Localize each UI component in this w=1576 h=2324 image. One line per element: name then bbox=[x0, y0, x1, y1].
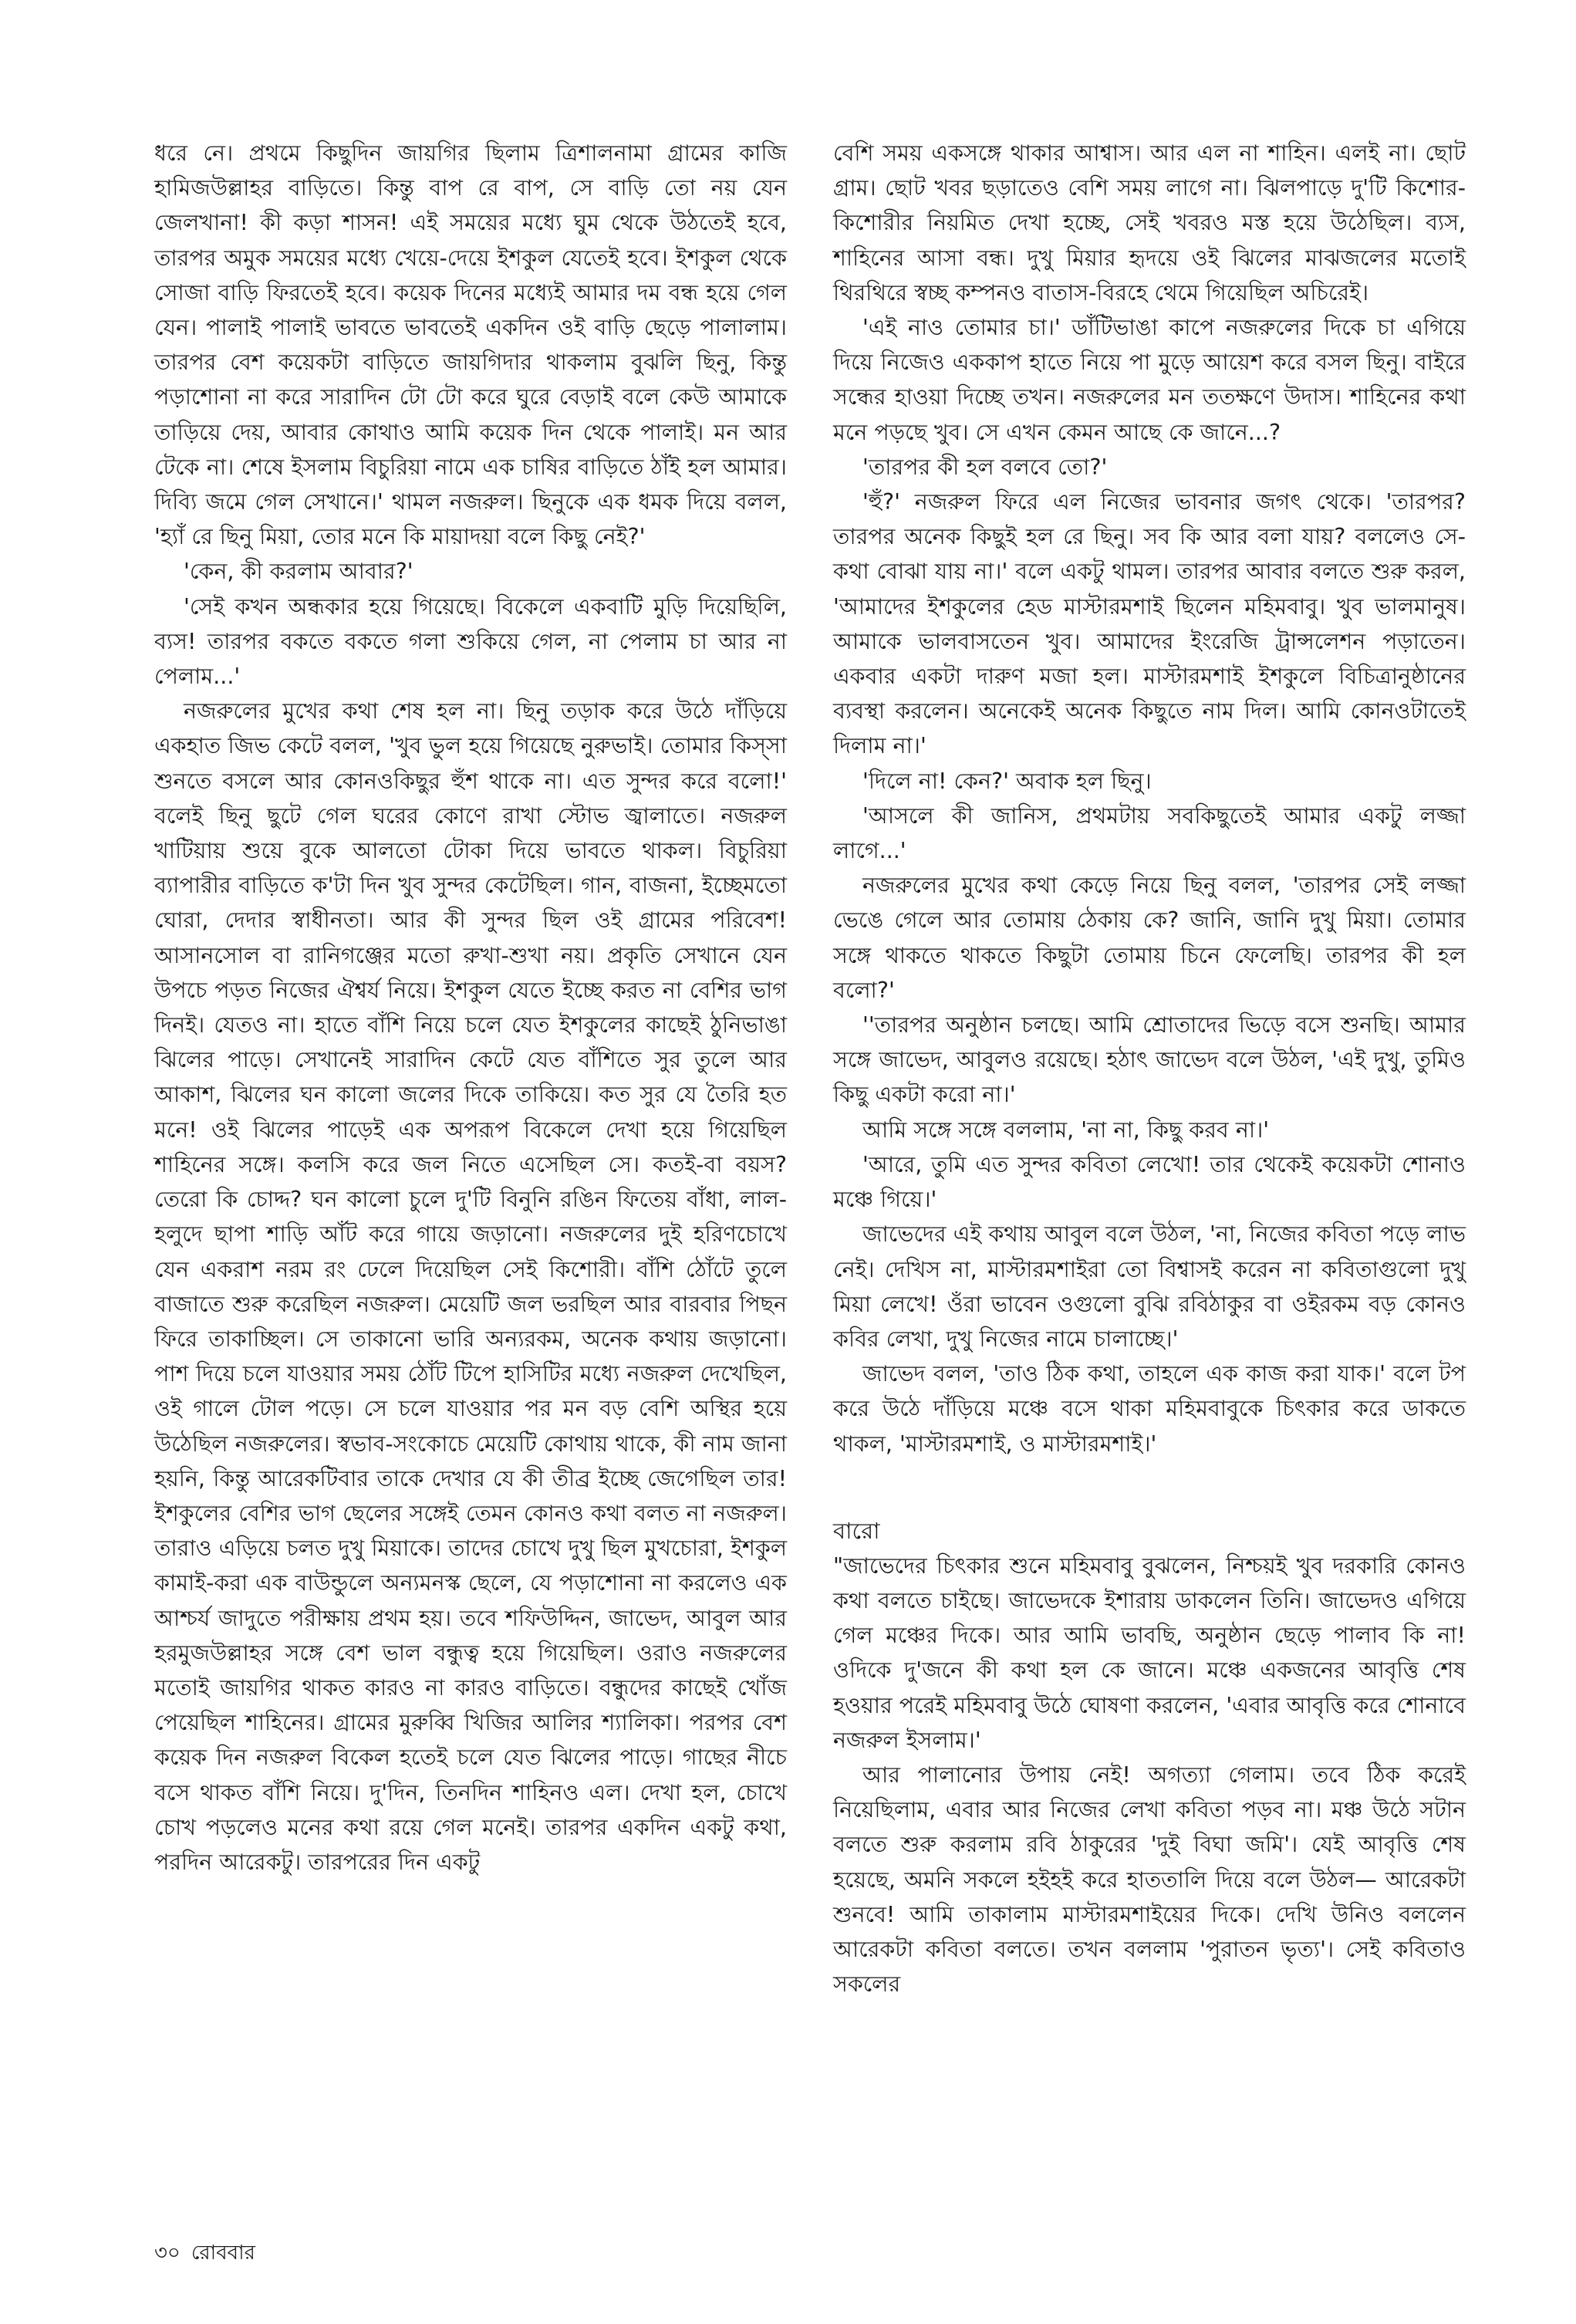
paragraph: ধরে নে। প্রথমে কিছুদিন জায়গির ছিলাম ত্রিশালনামা গ্রামের কাজি হামিজউল্লাহর বাড়িতে। কিন্তু বাপ রে বাপ, সে বাড়ি তো নয় যেন জেলখানা! কী কড়া শাসন! এই সময়ের মধ্যে ঘুম থেকে উঠতেই হবে, তারপর অমুক সময়ের মধ্যে খেয়ে-দেয়ে ইশকুল যেতেই হবে। ইশকুল থেকে সোজা বাড়ি ফিরতেই হবে। কয়েক দিনের মধ্যেই আমার দম বন্ধ হয়ে গেল যেন। পালাই পালাই ভাবতে ভাবতেই একদিন ওই বাড়ি ছেড়ে পালালাম। তারপর বেশ কয়েকটা বাড়িতে জায়গিদার থাকলাম বুঝলি ছিনু, কিন্তু পড়াশোনা না করে সারাদিন টো টো করে ঘুরে বেড়াই বলে কেউ আমাকে তাড়িয়ে দেয়, আবার কোথাও আমি কয়েক দিন থেকে পালাই। মন আর টেকে না। শেষে ইসলাম বিচুরিয়া নামে এক চাষির বাড়িতে ঠাঁই হল আমার। দিব্যি জমে গেল সেখানে।' থামল নজরুল। ছিনুকে এক ধমক দিয়ে বলল, 'হ্যাঁ রে ছিনু মিয়া, তোর মনে কি মায়াদয়া বলে কিছু নেই?' bbox=[154, 140, 787, 550]
text-column-right bbox=[833, 136, 1466, 2001]
paragraph: 'আরে, তুমি এত সুন্দর কবিতা লেখো! তার থেকেই কয়েকটা শোনাও মঞ্চে গিয়ে।' bbox=[833, 1151, 1466, 1213]
page-number: ৩০ bbox=[154, 2241, 181, 2265]
paragraph: বেশি সময় একসঙ্গে থাকার আশ্বাস। আর এল না শাহিন। এলই না। ছোট গ্রাম। ছোট খবর ছড়াতেও বেশি সময় লাগে না। ঝিলপাড়ে দু'টি কিশোর-কিশোরীর নিয়মিত দেখা হচ্ছে, সেই খবরও মস্ত হয়ে উঠেছিল। ব্যস, শাহিনের আসা বন্ধ। দুখু মিয়ার হৃদয়ে ওই ঝিলের মাঝজলের মতোই থিরথিরে স্বচ্ছ কম্পনও বাতাস-বিরহে থেমে গিয়েছিল অচিরেই। bbox=[833, 140, 1466, 306]
paragraph: আর পালানোর উপায় নেই! অগত্যা গেলাম। তবে ঠিক করেই নিয়েছিলাম, এবার আর নিজের লেখা কবিতা পড়ব না। মঞ্চ উঠে সটান বলতে শুরু করলাম রবি ঠাকুরের 'দুই বিঘা জমি'। যেই আবৃত্তি শেষ হয়েছে, অমনি সকলে হইহই করে হাততালি দিয়ে বলে উঠল— আরেকটা শুনবে! আমি তাকালাম মাস্টারমশাইয়ের দিকে। দেখি উনিও বললেন আরেকটা কবিতা বলতে। তখন বললাম 'পুরাতন ভৃত্য'। সেই কবিতাও সকলের bbox=[833, 1762, 1466, 1998]
paragraph: 'সেই কখন অন্ধকার হয়ে গিয়েছে। বিকেলে একবাটি মুড়ি দিয়েছিলি, ব্যস! তারপর বকতে বকতে গলা শুকিয়ে গেল, না পেলাম চা আর না পেলাম...' bbox=[154, 593, 787, 690]
paragraph: 'হুঁ?' নজরুল ফিরে এল নিজের ভাবনার জগৎ থেকে। 'তারপর? তারপর অনেক কিছুই হল রে ছিনু। সব কি আর বলা যায়? বললেও সে-কথা বোঝা যায় না।' বলে একটু থামল। তারপর আবার বলতে শুরু করল, 'আমাদের ইশকুলের হেড মাস্টারমশাই ছিলেন মহিমবাবু। খুব ভালমানুষ। আমাকে ভালবাসতেন খুব। আমাদের ইংরেজি ট্রান্সলেশন পড়াতেন। একবার একটা দারুণ মজা হল। মাস্টারমশাই ইশকুলে বিচিত্রানুষ্ঠানের ব্যবস্থা করলেন। অনেকেই অনেক কিছুতে নাম দিল। আমি কোনওটাতেই দিলাম না।' bbox=[833, 489, 1466, 759]
paragraph: 'দিলে না! কেন?' অবাক হল ছিনু। bbox=[862, 768, 1152, 794]
paragraph: "জাভেদের চিৎকার শুনে মহিমবাবু বুঝলেন, নিশ্চয়ই খুব দরকারি কোনও কথা বলতে চাইছে। জাভেদকে ইশারায় ডাকলেন তিনি। জাভেদও এগিয়ে গেল মঞ্চের দিকে। আর আমি ভাবছি, অনুষ্ঠান ছেড়ে পালাব কি না! ওদিকে দু'জনে কী কথা হল কে জানে। মঞ্চে একজনের আবৃত্তি শেষ হওয়ার পরেই মহিমবাবু উঠে ঘোষণা করলেন, 'এবার আবৃত্তি করে শোনাবে নজরুল ইসলাম।' bbox=[833, 1552, 1466, 1753]
publication-name: রোববার bbox=[191, 2241, 255, 2265]
paragraph: জাভেদের এই কথায় আবুল বলে উঠল, 'না, নিজের কবিতা পড়ে লাভ নেই। দেখিস না, মাস্টারমশাইরা তো বিশ্বাসই করেন না কবিতাগুলো দুখু মিয়া লেখে! ওঁরা ভাবেন ওগুলো বুঝি রবিঠাকুর বা ওইরকম বড় কোনও কবির লেখা, দুখু নিজের নামে চালাচ্ছে।' bbox=[833, 1221, 1466, 1352]
paragraph: 'কেন, কী করলাম আবার?' bbox=[184, 559, 413, 585]
text-column-left bbox=[154, 136, 787, 1880]
paragraph: ''তারপর অনুষ্ঠান চলছে। আমি শ্রোতাদের ভিড়ে বসে শুনছি। আমার সঙ্গে জাভেদ, আবুলও রয়েছে। হঠাৎ জাভেদ বলে উঠল, 'এই দুখু, তুমিও কিছু একটা করো না।' bbox=[833, 1012, 1466, 1108]
paragraph: 'এই নাও তোমার চা।' ডাঁটিভাঙা কাপে নজরুলের দিকে চা এগিয়ে দিয়ে নিজেও এককাপ হাতে নিয়ে পা মুড়ে আয়েশ করে বসল ছিনু। বাইরে সন্ধের হাওয়া দিচ্ছে তখন। নজরুলের মন ততক্ষণে উদাস। শাহিনের কথা মনে পড়ছে খুব। সে এখন কেমন আছে কে জানে...? bbox=[833, 315, 1466, 445]
section-heading: বারো bbox=[833, 1517, 880, 1544]
paragraph: 'তারপর কী হল বলবে তো?' bbox=[862, 454, 1108, 480]
paragraph: আমি সঙ্গে সঙ্গে বললাম, 'না না, কিছু করব না।' bbox=[862, 1116, 1270, 1143]
page-footer bbox=[154, 2238, 255, 2268]
paragraph: জাভেদ বলল, 'তাও ঠিক কথা, তাহলে এক কাজ করা যাক।' বলে টপ করে উঠে দাঁড়িয়ে মঞ্চে বসে থাকা মহিমবাবুকে চিৎকার করে ডাকতে থাকল, 'মাস্টারমশাই, ও মাস্টারমশাই।' bbox=[833, 1361, 1466, 1457]
paragraph: নজরুলের মুখের কথা কেড়ে নিয়ে ছিনু বলল, 'তারপর সেই লজ্জা ভেঙে গেলে আর তোমায় ঠেকায় কে? জানি, জানি দুখু মিয়া। তোমার সঙ্গে থাকতে থাকতে কিছুটা তোমায় চিনে ফেলেছি। তারপর কী হল বলো?' bbox=[833, 873, 1466, 1003]
paragraph: 'আসলে কী জানিস, প্রথমটায় সবকিছুতেই আমার একটু লজ্জা লাগে...' bbox=[833, 802, 1466, 864]
paragraph: নজরুলের মুখের কথা শেষ হল না। ছিনু তড়াক করে উঠে দাঁড়িয়ে একহাত জিভ কেটে বলল, 'খুব ভুল হয়ে গিয়েছে নুরুভাই। তোমার কিস্‌সা শুনতে বসলে আর কোনওকিছুর হুঁশ থাকে না। এত সুন্দর করে বলো!' বলেই ছিনু ছুটে গেল ঘরের কোণে রাখা স্টোভ জ্বালাতে। নজরুল খাটিয়ায় শুয়ে বুকে আলতো টোকা দিয়ে ভাবতে থাকল। বিচুরিয়া ব্যাপারীর বাড়িতে ক'টা দিন খুব সুন্দর কেটেছিল। গান, বাজনা, ইচ্ছেমতো ঘোরা, দেদার স্বাধীনতা। আর কী সুন্দর ছিল ওই গ্রামের পরিবেশ! আসানসোল বা রানিগঞ্জের মতো রুখা-শুখা নয়। প্রকৃতি সেখানে যেন উপচে পড়ত নিজের ঐশ্বর্য নিয়ে। ইশকুল যেতে ইচ্ছে করত না বেশির ভাগ দিনই। যেতও না। হাতে বাঁশি নিয়ে চলে যেত ইশকুলের কাছেই ঠুনিভাঙা ঝিলের পাড়ে। সেখানেই সারাদিন কেটে যেত বাঁশিতে সুর তুলে আর আকাশ, ঝিলের ঘন কালো জলের দিকে তাকিয়ে। কত সুর যে তৈরি হত মনে! ওই ঝিলের পাড়েই এক অপরূপ বিকেলে দেখা হয়ে গিয়েছিল শাহিনের সঙ্গে। কলসি করে জল নিতে এসেছিল সে। কতই-বা বয়স? তেরো কি চোদ্দ? ঘন কালো চুলে দু'টি বিনুনি রঙিন ফিতেয় বাঁধা, লাল-হলুদে ছাপা শাড়ি আঁট করে গায়ে জড়ানো। নজরুলের দুই হরিণচোখে যেন একরাশ নরম রং ঢেলে দিয়েছিল সেই কিশোরী। বাঁশি ঠোঁটে তুলে বাজাতে শুরু করেছিল নজরুল। মেয়েটি জল ভরছিল আর বারবার পিছন ফিরে তাকাচ্ছিল। সে তাকানো ভারি অন্যরকম, অনেক কথায় জড়ানো। পাশ দিয়ে চলে যাওয়ার সময় ঠোঁট টিপে হাসিটির মধ্যে নজরুল দেখেছিল, ওই গালে টোল পড়ে। সে চলে যাওয়ার পর মন বড় বেশি অস্থির হয়ে উঠেছিল নজরুলের। স্বভাব-সংকোচে মেয়েটি কোথায় থাকে, কী নাম জানা হয়নি, কিন্তু আরেকটিবার তাকে দেখার যে কী তীব্র ইচ্ছে জেগেছিল তার! ইশকুলের বেশির ভাগ ছেলের সঙ্গেই তেমন কোনও কথা বলত না নজরুল। তারাও এড়িয়ে চলত দুখু মিয়াকে। তাদের চোখে দুখু ছিল মুখচোরা, ইশকুল কামাই-করা এক বাউন্ডুলে অন্যমনস্ক ছেলে, যে পড়াশোনা না করলেও এক আশ্চর্য জাদুতে পরীক্ষায় প্রথম হয়। তবে শফিউদ্দিন, জাভেদ, আবুল আর হরমুজউল্লাহর সঙ্গে বেশ ভাল বন্ধুত্ব হয়ে গিয়েছিল। ওরাও নজরুলের মতোই জায়গির থাকত কারও না কারও বাড়িতে। বন্ধুদের কাছেই খোঁজ পেয়েছিল শাহিনের। গ্রামের মুরুব্বি খিজির আলির শ্যালিকা। পরপর বেশ কয়েক দিন নজরুল বিকেল হতেই চলে যেত ঝিলের পাড়ে। গাছের নীচে বসে থাকত বাঁশি নিয়ে। দু'দিন, তিনদিন শাহিনও এল। দেখা হল, চোখে চোখ পড়লেও মনের কথা রয়ে গেল মনেই। তারপর একদিন একটু কথা, পরদিন আরেকটু। তারপরের দিন একটু bbox=[154, 698, 787, 1875]
